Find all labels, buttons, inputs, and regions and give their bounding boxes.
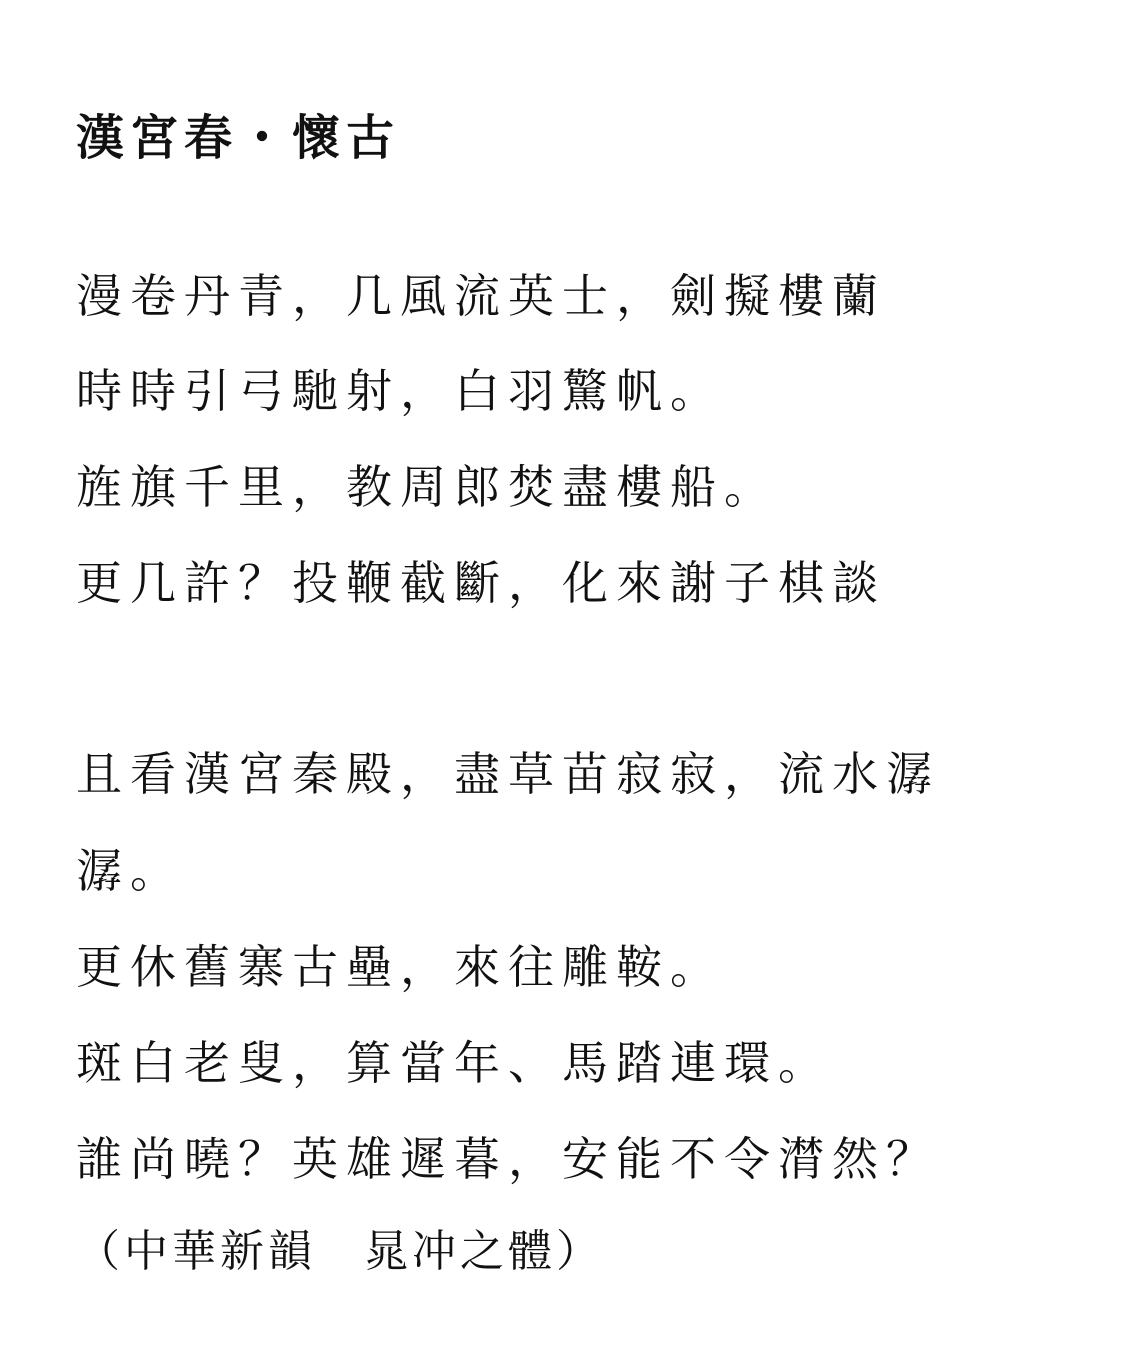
poem-line: 更几許？投鞭截斷，化來謝子棋談: [76, 556, 886, 610]
poem-title: 漢宮春・懷古: [76, 110, 401, 166]
poem-line: 時時引弓馳射，白羽驚帆。: [76, 364, 724, 418]
attribution: （中華新韻 晁冲之體）: [76, 1226, 604, 1277]
poem-line: 旌旗千里，教周郎焚盡樓船。: [76, 460, 778, 514]
poem-line: 誰尚曉？英雄遲暮，安能不令潸然？: [76, 1132, 940, 1186]
poem-line: 漫卷丹青，几風流英士，劍擬樓蘭: [76, 269, 886, 323]
poem-line: 更休舊寨古壘，來往雕鞍。: [76, 940, 724, 994]
poem-line: 潺。: [76, 844, 184, 898]
poem-line: 斑白老叟，算當年、馬踏連環。: [76, 1036, 832, 1090]
poem-line: 且看漢宮秦殿，盡草苗寂寂，流水潺: [76, 747, 940, 801]
